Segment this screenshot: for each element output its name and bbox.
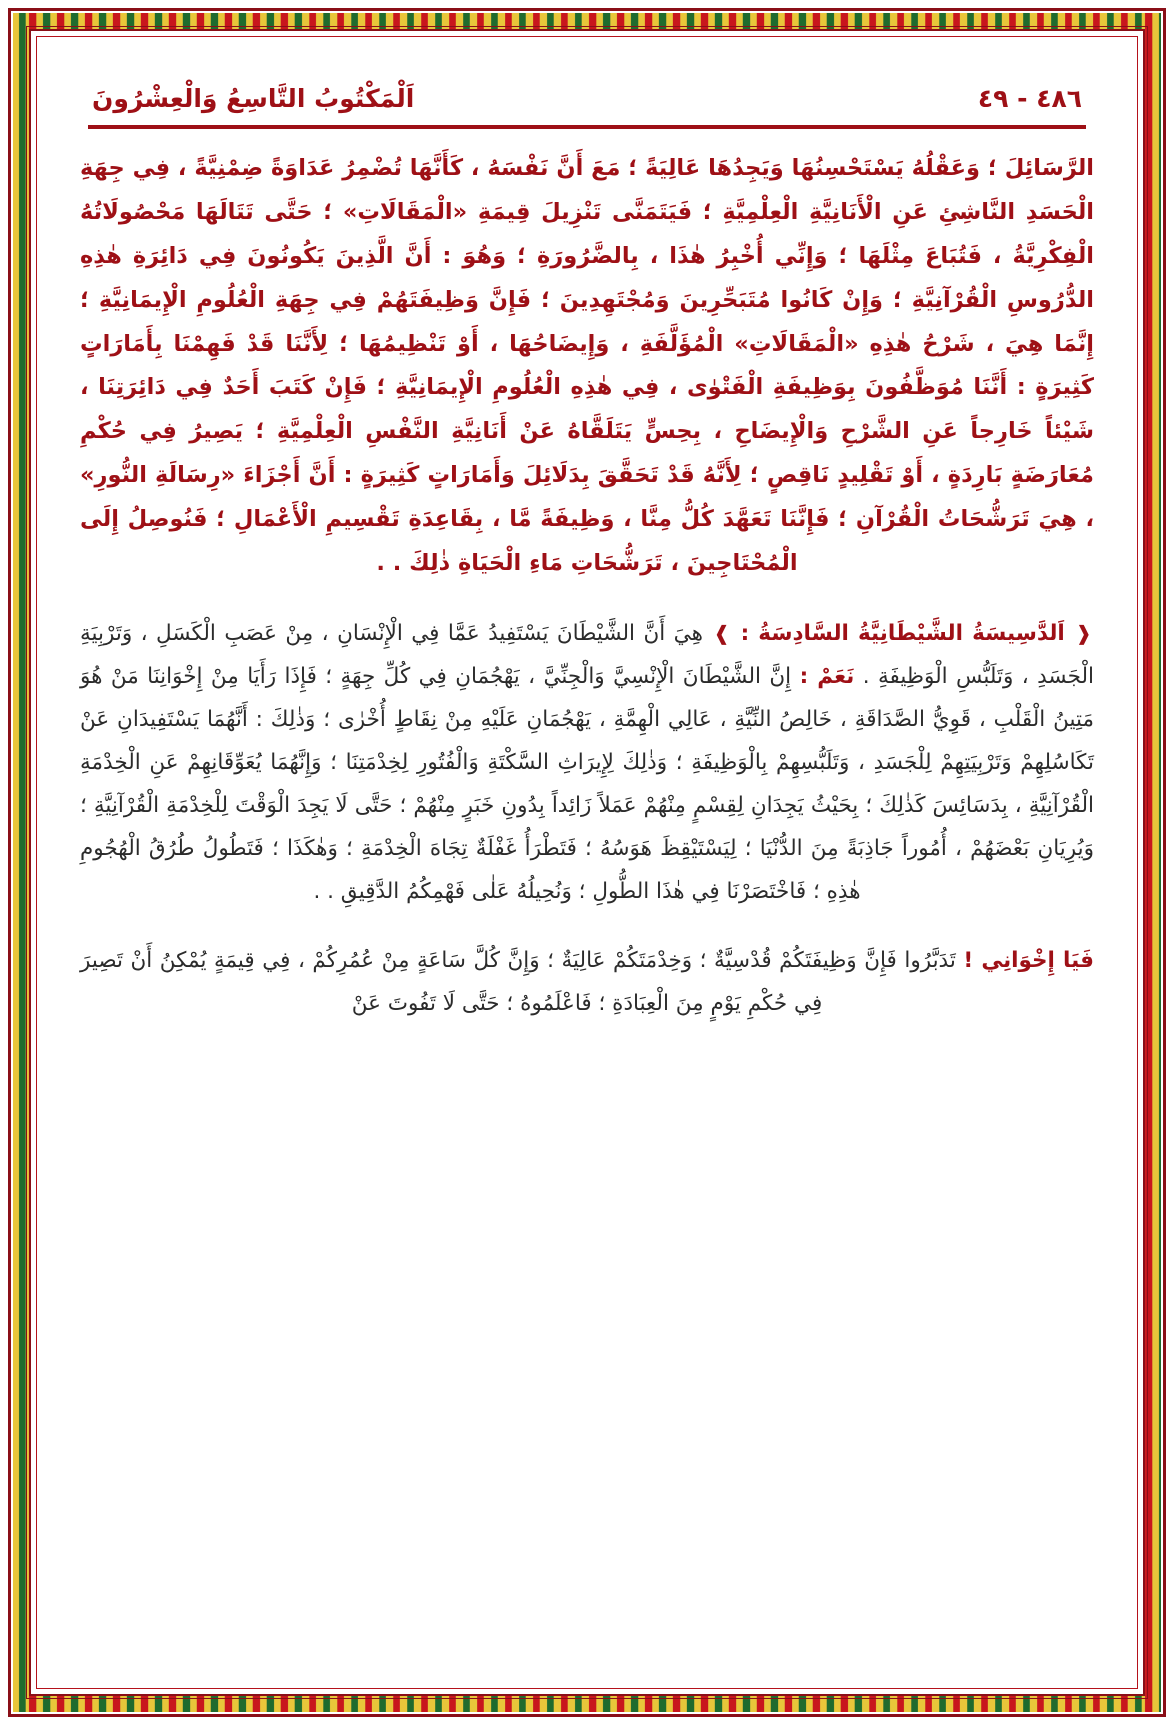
paragraph-2-emphasis: نَعَمْ : — [799, 663, 855, 689]
paragraph-2-text-b: إِنَّ الشَّيْطَانَ الْإِنْسِيَّ وَالْجِنِّيَّ ، يَهْجُمَانِ فِي كُلِّ جِهَةٍ ؛ فَإِذَا رَأَيَا مِنْ إِخْوَانِنَا مَنْ هُوَ مَتِينُ الْقَلْبِ ، قَوِيُّ الصَّدَاقَةِ ، خَالِصُ النِّيَّةِ ، عَالِي الْهِمَّةِ ، يَهْجُمَانِ عَلَيْهِ مِنْ نِقَاطٍ أُخْرٰى ؛ وَذٰلِكَ : أَنَّهُمَا يَسْتَفِيدَانِ عَنْ تَكَاسُلِهِمْ وَتَرْبِيَتِهِمْ لِلْجَسَدِ ، وَتَلَبُّسِهِمْ بِالْوَظِيفَةِ ؛ وَذٰلِكَ لِإِيرَاثِ السَّكْتَةِ وَالْفُتُورِ لِخِدْمَتِنَا ؛ وَإِنَّهُمَا يُعَوِّقَانِهِمْ عَنِ الْخِدْمَةِ الْقُرْآنِيَّةِ ، بِدَسَائِسَ كَذٰلِكَ ؛ بِحَيْثُ يَجِدَانِ لِقِسْمٍ مِنْهُمْ عَمَلاً زَائِداً بِدُونِ خَبَرٍ مِنْهُمْ ؛ حَتَّى لَا يَجِدَ الْوَقْتَ لِلْخِدْمَةِ الْقُرْآنِيَّةِ ؛ وَيُرِيَانِ بَعْضَهُمْ ، أُمُوراً جَاذِبَةً مِنَ الدُّنْيَا ؛ لِيَسْتَيْقِظَ هَوَسُهُ ؛ فَتَطْرَأُ غَفْلَةٌ تِجَاهَ الْخِدْمَةِ ؛ وَهٰكَذَا ؛ فَتَطُولُ طُرُقُ الْهُجُومِ هٰذِهِ ؛ فَاخْتَصَرْنَا فِي هٰذَا الطُّولِ ؛ وَنُحِيلُهُ عَلٰى فَهْمِكُمُ الدَّقِيقِ . . — [80, 663, 1094, 904]
paragraph-1: الرَّسَائِلَ ؛ وَعَقْلُهُ يَسْتَحْسِنُهَا وَيَجِدُهَا عَالِيَةً ؛ مَعَ أَنَّ نَفْسَهُ ، كَأَنَّهَا تُضْمِرُ عَدَاوَةً ضِمْنِيَّةً ، فِي جِهَةِ الْحَسَدِ النَّاشِئِ عَنِ الْأَنَانِيَّةِ الْعِلْمِيَّةِ ؛ فَيَتَمَنَّى تَنْزِيلَ قِيمَةِ «الْمَقَالَاتِ» ؛ حَتَّى تَتَالَهَا مَحْصُولَاتُهُ الْفِكْرِيَّةُ ، فَتُبَاعَ مِثْلَهَا ؛ وَإِنِّي أُخْبِرُ هٰذَا ، بِالضَّرُورَةِ ؛ وَهُوَ : أَنَّ الَّذِينَ يَكُونُونَ فِي دَائِرَةِ هٰذِهِ الدُّرُوسِ الْقُرْآنِيَّةِ ؛ وَإِنْ كَانُوا مُتَبَحِّرِينَ وَمُجْتَهِدِينَ ؛ فَإِنَّ وَظِيفَتَهُمْ فِي جِهَةِ الْعُلُومِ الْإِيمَانِيَّةِ ؛ إِنَّمَا هِيَ ، شَرْحُ هٰذِهِ «الْمَقَالَاتِ» الْمُؤَلَّفَةِ ، وَإِيضَاحُهَا ، أَوْ تَنْظِيمُهَا ؛ لِأَنَّنَا قَدْ فَهِمْنَا بِأَمَارَاتٍ كَثِيرَةٍ : أَنَّنَا مُوَظَّفُونَ بِوَظِيفَةِ الْفَتْوٰى ، فِي هٰذِهِ الْعُلُومِ الْإِيمَانِيَّةِ ؛ فَإِنْ كَتَبَ أَحَدٌ فِي دَائِرَتِنَا ، شَيْئاً خَارِجاً عَنِ الشَّرْحِ وَالْإِيضَاحِ ، بِحِسٍّ يَتَلَقَّاهُ عَنْ أَنَانِيَّةِ النَّفْسِ الْعِلْمِيَّةِ ؛ يَصِيرُ فِي حُكْمِ مُعَارَضَةٍ بَارِدَةٍ ، أَوْ تَقْلِيدٍ نَاقِصٍ ؛ لِأَنَّهُ قَدْ تَحَقَّقَ بِدَلَائِلَ وَأَمَارَاتٍ كَثِيرَةٍ : أَنَّ أَجْزَاءَ «رِسَالَةِ النُّورِ» ، هِيَ تَرَشُّحَاتُ الْقُرْآنِ ؛ فَإِنَّنَا تَعَهَّدَ كُلُّ مِنَّا ، وَظِيفَةً مَّا ، بِقَاعِدَةِ تَقْسِيمِ الْأَعْمَالِ ؛ فَنُوصِلُ إِلَى الْمُحْتَاجِينَ ، تَرَشُّحَاتِ مَاءِ الْحَيَاةِ ذٰلِكَ . . — [80, 155, 1094, 576]
paragraph-2-text-a: هِيَ أَنَّ الشَّيْطَانَ يَسْتَفِيدُ عَمَّا فِي الْإِنْسَانِ ، مِنْ عَصَبِ الْكَسَلِ ، وَتَرْبِيَةِ الْجَسَدِ ، وَتَلَبُّسِ الْوَظِيفَةِ . — [80, 620, 1095, 689]
page-number: ٤٨٦ - ٤٩ — [977, 84, 1082, 113]
paragraph-3-address: فَيَا إِخْوَانِي ! — [963, 947, 1094, 973]
ornament-left-icon: ❰ — [1075, 620, 1093, 645]
body-text — [74, 147, 1100, 1025]
paragraph-3 — [80, 939, 1094, 1025]
ornament-right-icon: ❱ — [713, 620, 731, 645]
page-content — [52, 52, 1122, 1685]
paragraph-2-lead: اَلدَّسِيسَةُ الشَّيْطَانِيَّةُ السَّادِسَةُ : — [740, 620, 1065, 646]
page-title: اَلْمَكْتُوبُ التَّاسِعُ وَالْعِشْرُونَ — [92, 84, 415, 113]
page-header — [74, 74, 1100, 119]
header-divider — [88, 125, 1086, 129]
paragraph-2 — [80, 612, 1094, 913]
paragraph-3-text: تَدَبَّرُوا فَإِنَّ وَظِيفَتَكُمْ قُدْسِيَّةٌ ؛ وَخِدْمَتَكُمْ عَالِيَةٌ ؛ وَإِنَّ كُلَّ سَاعَةٍ مِنْ عُمُرِكُمْ ، فِي قِيمَةٍ يُمْكِنُ أَنْ تَصِيرَ فِي حُكْمِ يَوْمٍ مِنَ الْعِبَادَةِ ؛ فَاعْلَمُوهُ ؛ حَتَّى لَا تَفُوتَ عَنْ — [80, 947, 956, 1016]
